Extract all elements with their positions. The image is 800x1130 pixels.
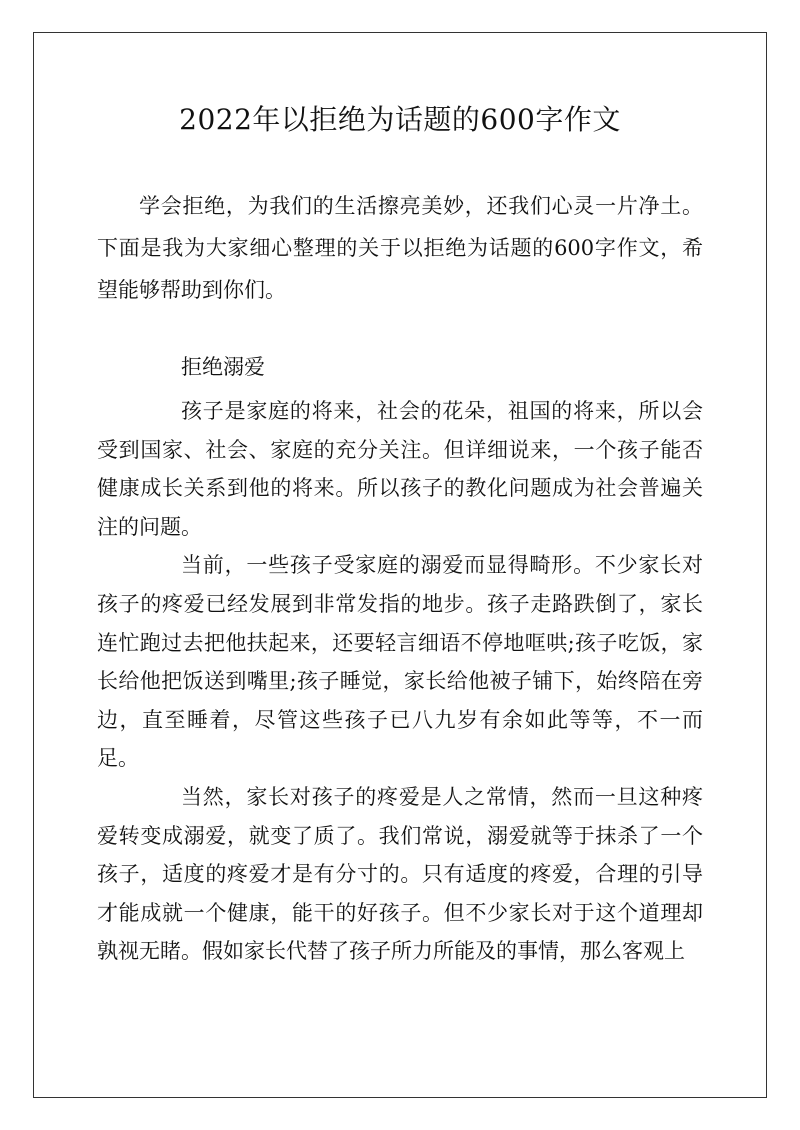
section-heading: 拒绝溺爱 [181, 355, 265, 379]
intro-paragraph: 学会拒绝，为我们的生活擦亮美妙，还我们心灵一片净土。下面是我为大家细心整理的关于以拒绝为话题的600字作文，希望能够帮助到你们。 [97, 194, 703, 302]
document-title: 2022年以拒绝为话题的600字作文 [179, 103, 621, 136]
body-paragraph-3: 当然，家长对孩子的疼爱是人之常情，然而一旦这种疼爱转变成溺爱，就变了质了。我们常说，溺爱就等于抹杀了一个孩子，适度的疼爱才是有分寸的。只有适度的疼爱，合理的引导才能成就一个健康，能干的好孩子。但不少家长对于这个道理却孰视无睹。假如家长代替了孩子所力所能及的事情，那么客观上 [97, 784, 703, 964]
essay-body [97, 392, 703, 971]
body-paragraph-2: 当前，一些孩子受家庭的溺爱而显得畸形。不少家长对孩子的疼爱已经发展到非常发指的地步。孩子走路跌倒了，家长连忙跑过去把他扶起来，还要轻言细语不停地哐哄;孩子吃饭，家长给他把饭送到嘴里;孩子睡觉，家长给他被子铺下，始终陪在旁边，直至睡着，尽管这些孩子已八九岁有余如此等等，不一而足。 [97, 553, 703, 771]
body-paragraph-1: 孩子是家庭的将来，社会的花朵，祖国的将来，所以会受到国家、社会、家庭的充分关注。但详细说来，一个孩子能否健康成长关系到他的将来。所以孩子的教化问题成为社会普遍关注的问题。 [97, 399, 703, 539]
